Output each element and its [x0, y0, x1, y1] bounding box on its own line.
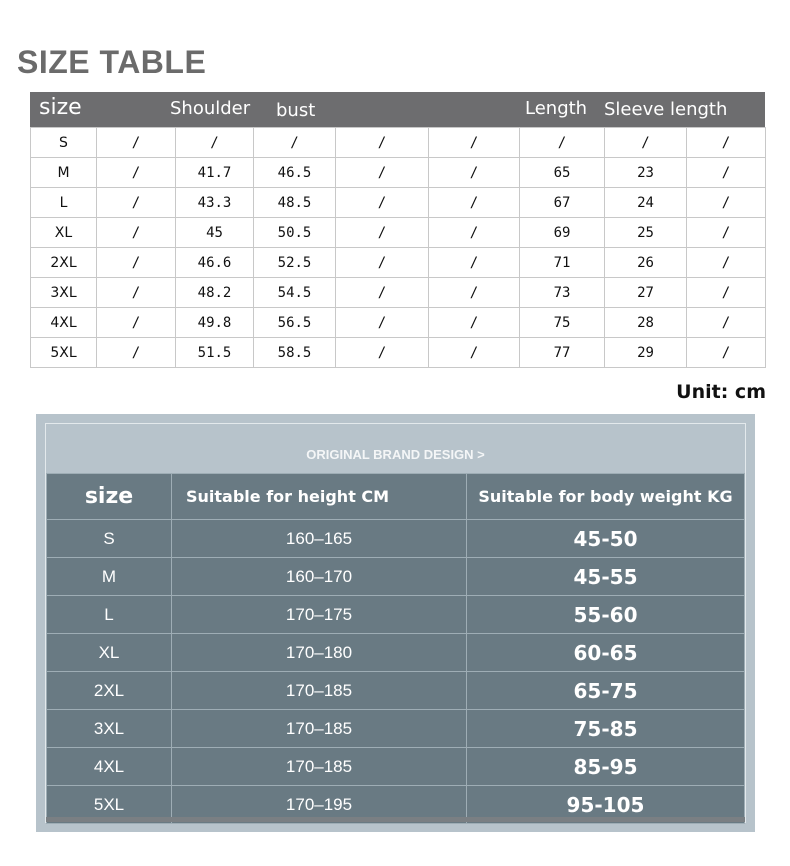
- table-row: [47, 558, 745, 596]
- weight-cell: 60-65: [467, 634, 745, 672]
- weight-cell: 75-85: [467, 710, 745, 748]
- measure-cell: /: [429, 308, 520, 338]
- measure-cell: 46.6: [176, 248, 254, 278]
- table-row: [47, 672, 745, 710]
- size-cell: S: [31, 128, 97, 158]
- weight-cell: 55-60: [467, 596, 745, 634]
- panel-bottom-bar: [46, 817, 745, 822]
- measure-cell: /: [687, 248, 766, 278]
- measure-cell: 69: [520, 218, 605, 248]
- measure-cell: 54.5: [254, 278, 336, 308]
- measure-cell: 23: [605, 158, 687, 188]
- measure-cell: /: [97, 338, 176, 368]
- measure-table: [30, 127, 766, 368]
- measure-cell: /: [687, 158, 766, 188]
- measure-cell: /: [97, 158, 176, 188]
- measure-cell: 50.5: [254, 218, 336, 248]
- table-row: [31, 338, 766, 368]
- weight-cell: 45-50: [467, 520, 745, 558]
- header-size: size: [39, 95, 82, 120]
- fit-table-header: [47, 474, 745, 520]
- table-row: [31, 218, 766, 248]
- measure-cell: /: [520, 128, 605, 158]
- measure-cell: /: [429, 128, 520, 158]
- measure-cell: /: [97, 188, 176, 218]
- measure-cell: /: [336, 128, 429, 158]
- fit-panel: [36, 414, 755, 832]
- size-cell: 3XL: [47, 710, 172, 748]
- measure-cell: /: [687, 308, 766, 338]
- table-row: [47, 710, 745, 748]
- height-cell: 170–185: [172, 672, 467, 710]
- size-cell: 2XL: [47, 672, 172, 710]
- measure-cell: /: [687, 188, 766, 218]
- measure-cell: 48.2: [176, 278, 254, 308]
- table-row: [31, 158, 766, 188]
- measure-cell: /: [176, 128, 254, 158]
- table-row: [47, 596, 745, 634]
- measure-cell: /: [687, 128, 766, 158]
- size-cell: 4XL: [47, 748, 172, 786]
- table-row: [47, 634, 745, 672]
- weight-cell: 85-95: [467, 748, 745, 786]
- measure-cell: /: [336, 188, 429, 218]
- fit-header-weight: Suitable for body weight KG: [467, 474, 745, 520]
- measure-cell: 71: [520, 248, 605, 278]
- measure-cell: 65: [520, 158, 605, 188]
- measure-cell: 24: [605, 188, 687, 218]
- measure-cell: 46.5: [254, 158, 336, 188]
- measure-cell: /: [336, 308, 429, 338]
- measure-cell: 41.7: [176, 158, 254, 188]
- size-cell: 5XL: [31, 338, 97, 368]
- measure-cell: 45: [176, 218, 254, 248]
- size-cell: XL: [47, 634, 172, 672]
- measure-table-header: [30, 92, 765, 127]
- header-shoulder: Shoulder: [170, 98, 251, 119]
- table-row: [47, 520, 745, 558]
- size-cell: 3XL: [31, 278, 97, 308]
- size-cell: L: [47, 596, 172, 634]
- measure-cell: 67: [520, 188, 605, 218]
- measure-cell: 73: [520, 278, 605, 308]
- size-cell: S: [47, 520, 172, 558]
- measure-cell: /: [97, 278, 176, 308]
- measure-cell: /: [97, 248, 176, 278]
- table-row: [31, 128, 766, 158]
- measure-cell: /: [687, 218, 766, 248]
- table-row: [47, 748, 745, 786]
- fit-table: [46, 473, 745, 824]
- height-cell: 170–180: [172, 634, 467, 672]
- height-cell: 170–185: [172, 748, 467, 786]
- height-cell: 170–195: [172, 786, 467, 824]
- measure-cell: 29: [605, 338, 687, 368]
- weight-cell: 45-55: [467, 558, 745, 596]
- measure-cell: /: [429, 158, 520, 188]
- table-row: [31, 248, 766, 278]
- measure-cell: 56.5: [254, 308, 336, 338]
- measure-cell: /: [97, 218, 176, 248]
- page-title: SIZE TABLE: [17, 44, 207, 80]
- measure-cell: 75: [520, 308, 605, 338]
- measure-cell: /: [254, 128, 336, 158]
- measure-cell: 51.5: [176, 338, 254, 368]
- measure-cell: 49.8: [176, 308, 254, 338]
- height-cell: 170–175: [172, 596, 467, 634]
- measure-cell: /: [429, 188, 520, 218]
- weight-cell: 95-105: [467, 786, 745, 824]
- measure-cell: 58.5: [254, 338, 336, 368]
- measure-cell: 25: [605, 218, 687, 248]
- table-row: [31, 308, 766, 338]
- brand-banner: ORIGINAL BRAND DESIGN >: [306, 447, 485, 462]
- measure-cell: /: [429, 338, 520, 368]
- measure-cell: /: [429, 278, 520, 308]
- measure-cell: 43.3: [176, 188, 254, 218]
- measure-cell: /: [605, 128, 687, 158]
- measure-cell: /: [97, 128, 176, 158]
- size-cell: 2XL: [31, 248, 97, 278]
- measure-cell: 52.5: [254, 248, 336, 278]
- measure-cell: 28: [605, 308, 687, 338]
- fit-header-size: size: [47, 474, 172, 520]
- height-cell: 160–165: [172, 520, 467, 558]
- size-cell: XL: [31, 218, 97, 248]
- fit-header-height: Suitable for height CM: [172, 474, 467, 520]
- size-cell: 4XL: [31, 308, 97, 338]
- weight-cell: 65-75: [467, 672, 745, 710]
- measure-cell: /: [687, 278, 766, 308]
- measure-cell: /: [336, 218, 429, 248]
- measure-cell: /: [429, 248, 520, 278]
- measure-cell: 27: [605, 278, 687, 308]
- measure-cell: /: [97, 308, 176, 338]
- table-row: [31, 188, 766, 218]
- size-cell: 5XL: [47, 786, 172, 824]
- measure-cell: /: [687, 338, 766, 368]
- measure-cell: /: [336, 338, 429, 368]
- measure-cell: /: [336, 278, 429, 308]
- measure-cell: /: [336, 248, 429, 278]
- header-sleeve-length: Sleeve length: [604, 99, 728, 120]
- size-cell: M: [47, 558, 172, 596]
- unit-label: Unit: cm: [676, 381, 766, 403]
- measure-cell: /: [336, 158, 429, 188]
- measure-cell: 48.5: [254, 188, 336, 218]
- height-cell: 170–185: [172, 710, 467, 748]
- height-cell: 160–170: [172, 558, 467, 596]
- size-cell: L: [31, 188, 97, 218]
- table-row: [31, 278, 766, 308]
- header-length: Length: [525, 98, 588, 119]
- header-bust: bust: [276, 100, 316, 121]
- measure-cell: 26: [605, 248, 687, 278]
- measure-cell: /: [429, 218, 520, 248]
- size-cell: M: [31, 158, 97, 188]
- measure-cell: 77: [520, 338, 605, 368]
